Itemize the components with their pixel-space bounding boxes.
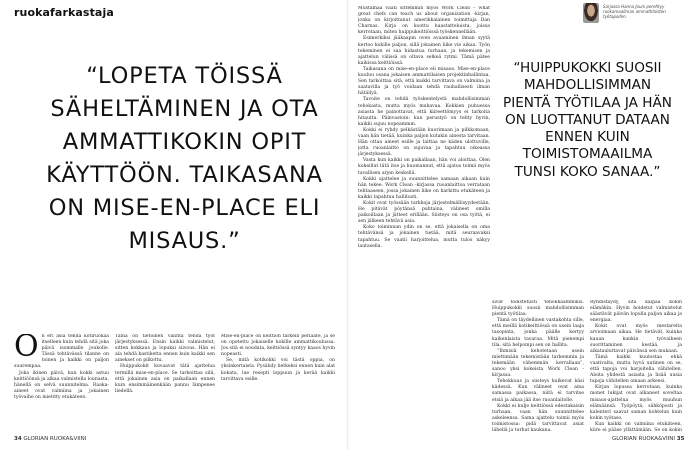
right-publication-name: GLORIAN RUOKA&VIINI xyxy=(612,436,676,442)
left-page-number: 34 xyxy=(14,436,22,442)
body-paragraph: Joka ikinen päivä, kun kokki astuu keittiöönsä ja alkaa valmistella lounasta, hänellä on selvä suunnitelma. Raaka-aineet ovat valmiina ja jokainen työvaihe on mietitty etukäteen. xyxy=(14,370,109,400)
page-gutter xyxy=(347,0,349,450)
body-paragraph: Kun kaikki on valmiina etukäteen, kiire ei pääse yllättämään. Se on kokin xyxy=(590,421,682,432)
body-paragraph: Mustamaa vaati sittemmin myös Work Clean – what great chefs can teach us about organization -kirjan, jonka on kirjoittanut amerikkalainen toimittaja Dan Charnas. Kirja on koottu haastatteluista, joissa kerrotaan, miten huippukeittiöissä työskennellään. xyxy=(358,6,490,36)
body-paragraph: Mise-en-place on keittiön tärkein periaate, ja se on opetettu jokaiselle kokille ammattikoulussa. Jos sitä ei noudata, keittiössä syntyy kaaos hyvin nopeasti. xyxy=(221,334,335,358)
body-column-right-1 xyxy=(492,300,584,432)
body-paragraph: Kokki ei kulje keittiössä edestakaisin turhaan, vaan hän suunnittelee askeleensa. Sama ajattelu toimii myös toimistossa: pidä tarvittavat asiat lähellä ja turhat kaukana. xyxy=(492,403,584,432)
body-paragraph: Kirjan lopussa kerrotaan, kuinka monet lukijat ovat alkaneet soveltaa misaus-ajattelua myös muuhun elämäänsä. Työpöytä, sähköposti ja kalenteri saavat saman kohtelun kuin kokin työtaso. xyxy=(590,385,682,421)
body-paragraph: Tehokkuus ja siisteys kulkevat käsi kädessä. Kun välineet ovat aina samassa paikassa, niitä ei tarvitse etsiä ja aikaa jää itse ruoanlaitolle. xyxy=(492,379,584,403)
pull-quote-left: “LOPETA TÖISSÄ SÄHELTÄMINEN JA OTA AMMATTIKOKIN OPIT KÄYTTÖÖN. TAIKASANA ON MISE-EN-PLACE ELI MISAUS.” xyxy=(46,63,323,254)
left-page-folio xyxy=(14,436,86,442)
section-title: ruokafarkastaja xyxy=(14,6,114,19)
right-page-number: 35 xyxy=(676,436,685,442)
body-paragraph: Kokit ovat työssään tarkkoja järjestelmällisyydestään. He pitävät pöytänsä puhtaina, välineet omilla paikoillaan ja jätteet erillään. Siisteys on osa työtä, ei sen jälkeen tehtävä asia. xyxy=(358,201,490,225)
body-paragraph: Kokki ajattelee ja suunnittelee samaan aikaan kuin hän tekee. Work Clean -kirjassa ruoanlaittoa verrataan tehtaaseen, jossa jokainen liike on harkittu etukäteen ja kaikki tapahtuu hallitusti. xyxy=(358,176,490,200)
body-paragraph: Taikasana on mise-en-place eli misaus. Mise-en-place kuuluu osana jokaisen ammattilaisen projektinhallintaa. Sen tarkoittaa sitä, että kaikki tarvittava on valmiina ja saatavilla ja työ voidaan tehdä rauhallisesti ilman hätäilyä. xyxy=(358,66,490,97)
body-column-3 xyxy=(221,334,335,432)
right-page-folio xyxy=(612,436,684,442)
body-paragraph: Esimerkiksi jääkaapin oven avaaminen ilman syytä kertoo kokille paljon, sillä jokainen liike vie aikaa. Työn tekeminen ei saa hidastua turhaan, ja tekemisen ja ajattelun välissä on oltava selkeä rytmi. Tämä pätee kaikissa keittiöissä. xyxy=(358,36,490,66)
body-column-right-2 xyxy=(590,300,682,432)
author-photo xyxy=(583,3,599,23)
pull-quote-right: “HUIPPUKOKKI SUOSII MAHDOLLISIMMAN PIENTÄ TYÖTILAA JA HÄN ON LUOTTANUT DATAAN ENNEN KUIN TOIMISTOMAAILMA TUNSI KOKO SANAA.” xyxy=(503,60,672,180)
body-column-middle xyxy=(358,6,490,431)
left-publication-name: GLORIAN RUOKA&VIINI xyxy=(23,436,87,442)
body-paragraph: sivat todistetusti tehokkaammiksi. Huippukokki suosii mahdollisimman pientä työtilaa. xyxy=(492,300,584,318)
body-paragraph: Kokit ovat myös mestareita arvioimaan aikaa. He tietävät, kuinka kauan kunkin työvaiheen suorittaminen kestää, ja aikatauluttavat päivänsä sen mukaan. xyxy=(590,324,682,354)
body-paragraph: Kokki ei ryhdy pelkästään kuorimaan ja pilkkomaan, vaan hän tietää, kuinka paljon kutakin ainesta tarvitaan. Hän ottaa aineet esille ja laittaa ne käden ulottuville, jotta ruoanlaitto on sujuvaa ja tapahtuu oikeassa järjestyksessä. xyxy=(358,127,490,158)
body-column-2 xyxy=(115,334,215,432)
body-paragraph: n eri asia tehdä kotiruokaa itselleen kuin tehdä sitä joka päivä isommalle joukolle. Tässä tehtävässä tilanne on toinen ja kaikki on paljon suurempaa. xyxy=(14,334,109,370)
body-paragraph: Tavoite on tehdä työskentelystä mahdollisimman tehokasta, mutta myös mukavaa. Kokkien puhuessa asiasta he painottavat, että kiireettömyys ei tarkoita hitautta. Päinvastoin: kun perustyö on tehty hyvin, kaikki sujuu nopeammin. xyxy=(358,97,490,127)
body-paragraph: ”Ihmisiä kehotetaan usein miettimään tekemistään tarkemmin ja tekemään vähemmän kerrallaan”, sanoo yksi kokeista Work Clean -kirjassa. xyxy=(492,348,584,379)
drop-cap: O xyxy=(14,334,39,364)
body-paragraph: Koko toiminnan ydin on se, että jokaisella on oma tehtävänsä ja jokainen tietää, mitä seuraavaksi tapahtuu. Se vaatii harjoittelua, mutta tulos näkyy lautasella. xyxy=(358,225,490,249)
body-column-1 xyxy=(14,334,109,432)
body-paragraph: Tämä kaikki kuulostaa ehkä vaativalta, mutta hyvä uutinen on se, että tapoja voi harjoitella vähitellen. Aloita yhdestä asiasta ja lisää uusia tapoja vähitellen omaan arkeesi. xyxy=(590,354,682,385)
body-paragraph: Vasta kun kaikki on paikallaan, hän voi aloittaa. Olen kokeillut tätä itse ja huomannut, että ajatus toimii myös tavallisen arjen keskellä. xyxy=(358,158,490,176)
body-paragraph: Tämä on tietoinen valinta tehdä työt järjestyksessä. Ensin kaikki valmistelut, sitten kokkaus ja lopuksi siivous. Hän ei ala tehdä kastiketta ennen kuin kaikki sen ainekset on pilkottu. xyxy=(115,334,215,364)
body-paragraph: Ryhdistäydy, sitä kaipaa kokin elämäkin. Hyvin hoidetut valmistelut säästävät päivän lopulla paljon aikaa ja energiaa. xyxy=(590,300,682,324)
body-paragraph: Huippukokit kuvaavat tätä ajattelua termillä mise-en-place. Se tarkoittaa sitä, että jokainen asia on paikallaan ennen kuin ensimmäinenkään pannu lämpenee liedellä. xyxy=(115,364,215,394)
author-byline: Sarjassa Hanna Jouni perehtyy ruokamaailman ammattilaisten työtapoihin. xyxy=(603,4,666,19)
body-paragraph: Se, mitä kotikokki voi tästä oppia, on yksinkertaista. Pysähdy hetkeksi ennen kuin alat kokata, lue resepti loppuun ja kerää kaikki tarvittava esille. xyxy=(221,358,335,382)
body-paragraph: Tämä on täydellinen vastakohta sille, että meillä kotikeittiössä on usein laaja tasopinta, jonka päälle kertyy kaikenlaista tavaraa. Mitä pienempi tila, sitä helpompi sen on hallita. xyxy=(492,318,584,348)
